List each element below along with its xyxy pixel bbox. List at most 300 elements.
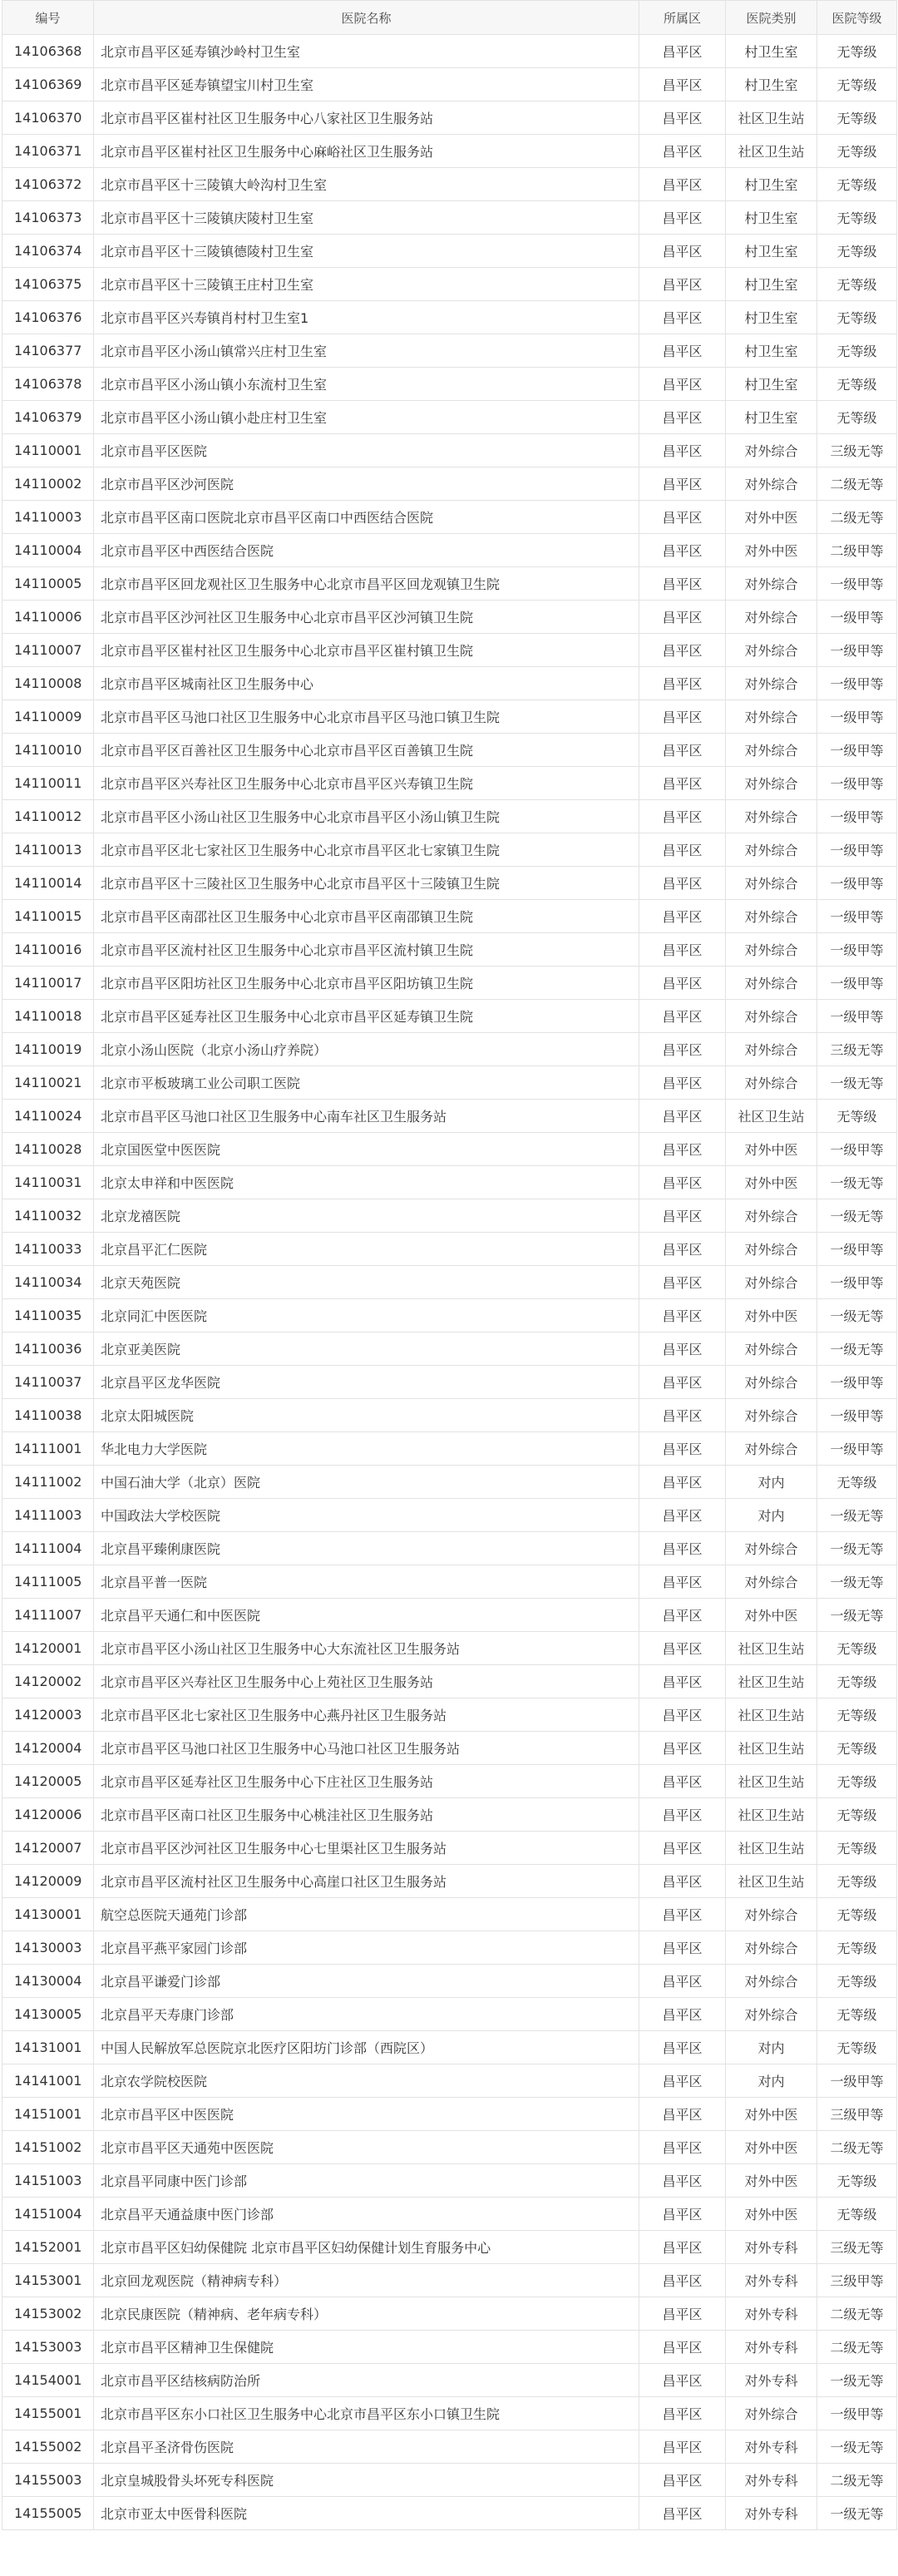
- cell-code: 14110032: [2, 1199, 94, 1233]
- cell-district: 昌平区: [639, 201, 726, 235]
- cell-category: 对外综合: [726, 601, 817, 634]
- table-row: [2, 235, 897, 268]
- cell-grade: 一级甲等: [817, 800, 897, 833]
- table-row: [2, 1565, 897, 1599]
- cell-district: 昌平区: [639, 1931, 726, 1965]
- table-row: [2, 1299, 897, 1332]
- table-row: [2, 2331, 897, 2364]
- cell-grade: 无等级: [817, 1898, 897, 1931]
- table-row: [2, 1931, 897, 1965]
- cell-category: 对外综合: [726, 1266, 817, 1299]
- cell-category: 对外综合: [726, 1366, 817, 1399]
- cell-district: 昌平区: [639, 967, 726, 1000]
- table-row: [2, 334, 897, 368]
- table-row: [2, 1266, 897, 1299]
- hospital-table-container: [2, 0, 896, 2530]
- cell-district: 昌平区: [639, 2064, 726, 2098]
- table-row: [2, 2164, 897, 2198]
- cell-category: 社区卫生站: [726, 1865, 817, 1898]
- cell-district: 昌平区: [639, 634, 726, 667]
- cell-hospital-name: 北京昌平区龙华医院: [94, 1366, 639, 1399]
- cell-district: 昌平区: [639, 235, 726, 268]
- table-row: [2, 2131, 897, 2164]
- cell-code: 14110028: [2, 1133, 94, 1166]
- cell-grade: 无等级: [817, 1100, 897, 1133]
- cell-grade: 一级无等: [817, 2497, 897, 2530]
- cell-code: 14110038: [2, 1399, 94, 1432]
- header-grade: 医院等级: [817, 1, 897, 35]
- cell-code: 14120007: [2, 1832, 94, 1865]
- cell-category: 对外专科: [726, 2497, 817, 2530]
- cell-district: 昌平区: [639, 2497, 726, 2530]
- cell-grade: 三级甲等: [817, 2098, 897, 2131]
- cell-grade: 一级甲等: [817, 967, 897, 1000]
- cell-hospital-name: 北京市昌平区小汤山镇小赴庄村卫生室: [94, 401, 639, 434]
- cell-district: 昌平区: [639, 534, 726, 567]
- cell-code: 14106373: [2, 201, 94, 235]
- cell-district: 昌平区: [639, 1898, 726, 1931]
- cell-category: 对外中医: [726, 1599, 817, 1632]
- cell-hospital-name: 北京昌平谦爱门诊部: [94, 1965, 639, 1998]
- cell-category: 对内: [726, 1499, 817, 1532]
- cell-category: 对外中医: [726, 2198, 817, 2231]
- cell-code: 14110018: [2, 1000, 94, 1033]
- cell-code: 14110003: [2, 501, 94, 534]
- cell-category: 对内: [726, 1466, 817, 1499]
- cell-grade: 无等级: [817, 1632, 897, 1665]
- cell-code: 14111002: [2, 1466, 94, 1499]
- cell-hospital-name: 北京市昌平区沙河医院: [94, 467, 639, 501]
- cell-grade: 无等级: [817, 301, 897, 334]
- cell-code: 14153002: [2, 2297, 94, 2331]
- cell-hospital-name: 北京市昌平区天通苑中医医院: [94, 2131, 639, 2164]
- cell-category: 对外综合: [726, 1233, 817, 1266]
- cell-district: 昌平区: [639, 35, 726, 68]
- table-row: [2, 1000, 897, 1033]
- cell-code: 14106370: [2, 101, 94, 135]
- cell-category: 对外综合: [726, 1931, 817, 1965]
- cell-grade: 二级无等: [817, 2131, 897, 2164]
- cell-category: 村卫生室: [726, 334, 817, 368]
- cell-grade: 三级无等: [817, 1033, 897, 1066]
- cell-district: 昌平区: [639, 2364, 726, 2397]
- cell-category: 对外中医: [726, 2164, 817, 2198]
- cell-hospital-name: 北京市昌平区结核病防治所: [94, 2364, 639, 2397]
- cell-hospital-name: 北京市昌平区沙河社区卫生服务中心七里渠社区卫生服务站: [94, 1832, 639, 1865]
- cell-code: 14106374: [2, 235, 94, 268]
- table-row: [2, 933, 897, 967]
- cell-hospital-name: 北京市昌平区小汤山社区卫生服务中心大东流社区卫生服务站: [94, 1632, 639, 1665]
- cell-category: 对外专科: [726, 2331, 817, 2364]
- table-row: [2, 201, 897, 235]
- cell-grade: 一级甲等: [817, 700, 897, 734]
- cell-hospital-name: 中国政法大学校医院: [94, 1499, 639, 1532]
- hospital-table: [2, 0, 897, 2530]
- cell-grade: 无等级: [817, 1732, 897, 1765]
- cell-grade: 一级无等: [817, 1066, 897, 1100]
- cell-category: 对外专科: [726, 2364, 817, 2397]
- cell-hospital-name: 北京天苑医院: [94, 1266, 639, 1299]
- cell-grade: 无等级: [817, 401, 897, 434]
- cell-grade: 无等级: [817, 1698, 897, 1732]
- cell-category: 社区卫生站: [726, 101, 817, 135]
- table-row: [2, 1466, 897, 1499]
- cell-hospital-name: 北京市昌平区崔村社区卫生服务中心麻峪社区卫生服务站: [94, 135, 639, 168]
- table-row: [2, 700, 897, 734]
- cell-hospital-name: 北京市昌平区小汤山镇常兴庄村卫生室: [94, 334, 639, 368]
- cell-hospital-name: 北京市昌平区沙河社区卫生服务中心北京市昌平区沙河镇卫生院: [94, 601, 639, 634]
- cell-grade: 一级甲等: [817, 1133, 897, 1166]
- cell-district: 昌平区: [639, 2430, 726, 2464]
- cell-code: 14110015: [2, 900, 94, 933]
- table-row: [2, 1399, 897, 1432]
- cell-code: 14154001: [2, 2364, 94, 2397]
- cell-code: 14110019: [2, 1033, 94, 1066]
- header-district: 所属区: [639, 1, 726, 35]
- cell-district: 昌平区: [639, 933, 726, 967]
- cell-hospital-name: 北京市昌平区小汤山镇小东流村卫生室: [94, 368, 639, 401]
- cell-grade: 一级无等: [817, 2430, 897, 2464]
- cell-code: 14110031: [2, 1166, 94, 1199]
- table-row: [2, 634, 897, 667]
- cell-category: 社区卫生站: [726, 1665, 817, 1698]
- cell-grade: 一级无等: [817, 1499, 897, 1532]
- cell-code: 14110002: [2, 467, 94, 501]
- cell-district: 昌平区: [639, 168, 726, 201]
- cell-grade: 一级甲等: [817, 601, 897, 634]
- cell-district: 昌平区: [639, 1632, 726, 1665]
- cell-grade: 无等级: [817, 1931, 897, 1965]
- cell-code: 14120003: [2, 1698, 94, 1732]
- table-row: [2, 268, 897, 301]
- cell-hospital-name: 北京市昌平区北七家社区卫生服务中心北京市昌平区北七家镇卫生院: [94, 833, 639, 867]
- cell-district: 昌平区: [639, 1100, 726, 1133]
- cell-district: 昌平区: [639, 867, 726, 900]
- cell-code: 14106377: [2, 334, 94, 368]
- cell-grade: 无等级: [817, 35, 897, 68]
- cell-category: 对内: [726, 2064, 817, 2098]
- cell-code: 14110017: [2, 967, 94, 1000]
- cell-district: 昌平区: [639, 2198, 726, 2231]
- cell-code: 14111005: [2, 1565, 94, 1599]
- cell-category: 社区卫生站: [726, 1698, 817, 1732]
- cell-category: 社区卫生站: [726, 1100, 817, 1133]
- cell-code: 14110011: [2, 767, 94, 800]
- cell-category: 对外综合: [726, 667, 817, 700]
- cell-category: 对外综合: [726, 1998, 817, 2031]
- cell-code: 14155003: [2, 2464, 94, 2497]
- cell-code: 14110009: [2, 700, 94, 734]
- cell-district: 昌平区: [639, 368, 726, 401]
- table-row: [2, 135, 897, 168]
- cell-grade: 三级甲等: [817, 2264, 897, 2297]
- table-row: [2, 601, 897, 634]
- cell-district: 昌平区: [639, 1599, 726, 1632]
- cell-district: 昌平区: [639, 1865, 726, 1898]
- cell-category: 对外专科: [726, 2297, 817, 2331]
- header-code: 编号: [2, 1, 94, 35]
- cell-district: 昌平区: [639, 1066, 726, 1100]
- cell-district: 昌平区: [639, 1565, 726, 1599]
- table-row: [2, 501, 897, 534]
- cell-category: 对外综合: [726, 1432, 817, 1466]
- cell-code: 14130004: [2, 1965, 94, 1998]
- cell-category: 村卫生室: [726, 268, 817, 301]
- table-row: [2, 1798, 897, 1832]
- cell-code: 14155001: [2, 2397, 94, 2430]
- cell-category: 对外综合: [726, 833, 817, 867]
- cell-hospital-name: 北京小汤山医院（北京小汤山疗养院）: [94, 1033, 639, 1066]
- cell-district: 昌平区: [639, 1698, 726, 1732]
- table-row: [2, 1632, 897, 1665]
- cell-code: 14120009: [2, 1865, 94, 1898]
- cell-district: 昌平区: [639, 2397, 726, 2430]
- cell-district: 昌平区: [639, 1765, 726, 1798]
- table-row: [2, 2198, 897, 2231]
- cell-category: 对外中医: [726, 1299, 817, 1332]
- cell-grade: 一级无等: [817, 1599, 897, 1632]
- cell-district: 昌平区: [639, 1399, 726, 1432]
- cell-hospital-name: 北京市昌平区医院: [94, 434, 639, 467]
- cell-hospital-name: 北京市昌平区兴寿社区卫生服务中心上苑社区卫生服务站: [94, 1665, 639, 1698]
- cell-grade: 一级甲等: [817, 567, 897, 601]
- cell-grade: 无等级: [817, 1965, 897, 1998]
- header-category: 医院类别: [726, 1, 817, 35]
- cell-hospital-name: 北京市昌平区南邵社区卫生服务中心北京市昌平区南邵镇卫生院: [94, 900, 639, 933]
- cell-district: 昌平区: [639, 2131, 726, 2164]
- cell-hospital-name: 北京市昌平区中西医结合医院: [94, 534, 639, 567]
- table-row: [2, 2430, 897, 2464]
- cell-district: 昌平区: [639, 501, 726, 534]
- cell-code: 14110012: [2, 800, 94, 833]
- cell-code: 14130005: [2, 1998, 94, 2031]
- cell-code: 14106379: [2, 401, 94, 434]
- cell-code: 14110024: [2, 1100, 94, 1133]
- cell-grade: 二级无等: [817, 2331, 897, 2364]
- cell-hospital-name: 北京昌平汇仁医院: [94, 1233, 639, 1266]
- cell-district: 昌平区: [639, 1366, 726, 1399]
- cell-hospital-name: 北京市昌平区百善社区卫生服务中心北京市昌平区百善镇卫生院: [94, 734, 639, 767]
- cell-district: 昌平区: [639, 1266, 726, 1299]
- cell-district: 昌平区: [639, 1466, 726, 1499]
- cell-hospital-name: 北京回龙观医院（精神病专科）: [94, 2264, 639, 2297]
- cell-district: 昌平区: [639, 1732, 726, 1765]
- table-row: [2, 68, 897, 101]
- cell-category: 对外综合: [726, 1965, 817, 1998]
- cell-code: 14110008: [2, 667, 94, 700]
- cell-code: 14110004: [2, 534, 94, 567]
- cell-district: 昌平区: [639, 2264, 726, 2297]
- cell-grade: 一级甲等: [817, 900, 897, 933]
- cell-category: 社区卫生站: [726, 1732, 817, 1765]
- cell-hospital-name: 北京市昌平区延寿社区卫生服务中心下庄社区卫生服务站: [94, 1765, 639, 1798]
- cell-category: 对外综合: [726, 800, 817, 833]
- cell-category: 对外综合: [726, 1199, 817, 1233]
- cell-code: 14111003: [2, 1499, 94, 1532]
- table-row: [2, 101, 897, 135]
- cell-category: 社区卫生站: [726, 1765, 817, 1798]
- cell-code: 14155005: [2, 2497, 94, 2530]
- table-row: [2, 1366, 897, 1399]
- cell-category: 对外综合: [726, 933, 817, 967]
- cell-hospital-name: 北京市昌平区十三陵镇德陵村卫生室: [94, 235, 639, 268]
- cell-grade: 无等级: [817, 2198, 897, 2231]
- table-row: [2, 534, 897, 567]
- cell-category: 社区卫生站: [726, 1632, 817, 1665]
- cell-code: 14106368: [2, 35, 94, 68]
- cell-code: 14111004: [2, 1532, 94, 1565]
- table-header: [2, 1, 897, 35]
- cell-grade: 一级甲等: [817, 1399, 897, 1432]
- cell-code: 14155002: [2, 2430, 94, 2464]
- cell-grade: 三级无等: [817, 434, 897, 467]
- cell-code: 14110005: [2, 567, 94, 601]
- cell-code: 14110035: [2, 1299, 94, 1332]
- cell-hospital-name: 北京昌平天通仁和中医医院: [94, 1599, 639, 1632]
- cell-grade: 无等级: [817, 1998, 897, 2031]
- cell-district: 昌平区: [639, 667, 726, 700]
- cell-grade: 一级甲等: [817, 767, 897, 800]
- cell-grade: 一级甲等: [817, 1000, 897, 1033]
- cell-code: 14111007: [2, 1599, 94, 1632]
- table-row: [2, 1166, 897, 1199]
- cell-district: 昌平区: [639, 1133, 726, 1166]
- cell-code: 14151004: [2, 2198, 94, 2231]
- cell-hospital-name: 北京市昌平区南口社区卫生服务中心桃洼社区卫生服务站: [94, 1798, 639, 1832]
- cell-grade: 二级甲等: [817, 534, 897, 567]
- cell-code: 14130003: [2, 1931, 94, 1965]
- cell-category: 对外综合: [726, 2397, 817, 2430]
- cell-hospital-name: 北京市昌平区小汤山社区卫生服务中心北京市昌平区小汤山镇卫生院: [94, 800, 639, 833]
- cell-grade: 无等级: [817, 1865, 897, 1898]
- cell-category: 村卫生室: [726, 301, 817, 334]
- cell-category: 对外中医: [726, 2098, 817, 2131]
- cell-district: 昌平区: [639, 567, 726, 601]
- table-row: [2, 1432, 897, 1466]
- cell-grade: 一级无等: [817, 1565, 897, 1599]
- table-row: [2, 35, 897, 68]
- table-row: [2, 1965, 897, 1998]
- cell-category: 村卫生室: [726, 168, 817, 201]
- cell-hospital-name: 北京昌平同康中医门诊部: [94, 2164, 639, 2198]
- table-row: [2, 401, 897, 434]
- cell-code: 14130001: [2, 1898, 94, 1931]
- cell-district: 昌平区: [639, 2231, 726, 2264]
- cell-hospital-name: 航空总医院天通苑门诊部: [94, 1898, 639, 1931]
- cell-grade: 无等级: [817, 201, 897, 235]
- table-row: [2, 1133, 897, 1166]
- cell-code: 14131001: [2, 2031, 94, 2064]
- cell-grade: 一级甲等: [817, 1233, 897, 1266]
- table-row: [2, 1233, 897, 1266]
- table-body: [2, 35, 897, 2530]
- cell-district: 昌平区: [639, 734, 726, 767]
- cell-hospital-name: 北京市昌平区流村社区卫生服务中心高崖口社区卫生服务站: [94, 1865, 639, 1898]
- cell-category: 对外综合: [726, 1066, 817, 1100]
- cell-code: 14110037: [2, 1366, 94, 1399]
- cell-hospital-name: 北京农学院校医院: [94, 2064, 639, 2098]
- cell-hospital-name: 北京市平板玻璃工业公司职工医院: [94, 1066, 639, 1100]
- cell-district: 昌平区: [639, 900, 726, 933]
- cell-district: 昌平区: [639, 700, 726, 734]
- cell-category: 对外综合: [726, 867, 817, 900]
- cell-code: 14151001: [2, 2098, 94, 2131]
- table-row: [2, 1998, 897, 2031]
- cell-code: 14153001: [2, 2264, 94, 2297]
- cell-grade: 无等级: [817, 368, 897, 401]
- cell-grade: 一级甲等: [817, 1366, 897, 1399]
- cell-district: 昌平区: [639, 601, 726, 634]
- cell-district: 昌平区: [639, 101, 726, 135]
- cell-hospital-name: 北京市昌平区延寿社区卫生服务中心北京市昌平区延寿镇卫生院: [94, 1000, 639, 1033]
- cell-grade: 无等级: [817, 135, 897, 168]
- table-row: [2, 1499, 897, 1532]
- cell-grade: 二级无等: [817, 2297, 897, 2331]
- cell-district: 昌平区: [639, 268, 726, 301]
- cell-code: 14110001: [2, 434, 94, 467]
- cell-hospital-name: 北京市昌平区南口医院北京市昌平区南口中西医结合医院: [94, 501, 639, 534]
- cell-hospital-name: 北京国医堂中医医院: [94, 1133, 639, 1166]
- cell-grade: 一级甲等: [817, 667, 897, 700]
- cell-grade: 一级无等: [817, 1199, 897, 1233]
- cell-district: 昌平区: [639, 1832, 726, 1865]
- cell-code: 14110006: [2, 601, 94, 634]
- cell-grade: 一级甲等: [817, 933, 897, 967]
- cell-grade: 无等级: [817, 268, 897, 301]
- cell-grade: 无等级: [817, 1466, 897, 1499]
- cell-code: 14110007: [2, 634, 94, 667]
- cell-grade: 一级甲等: [817, 867, 897, 900]
- cell-hospital-name: 北京市昌平区马池口社区卫生服务中心南车社区卫生服务站: [94, 1100, 639, 1133]
- cell-grade: 无等级: [817, 68, 897, 101]
- table-row: [2, 1865, 897, 1898]
- cell-district: 昌平区: [639, 1299, 726, 1332]
- cell-category: 对内: [726, 2031, 817, 2064]
- cell-hospital-name: 北京太申祥和中医医院: [94, 1166, 639, 1199]
- table-row: [2, 800, 897, 833]
- table-row: [2, 301, 897, 334]
- cell-grade: 一级无等: [817, 2364, 897, 2397]
- cell-code: 14106372: [2, 168, 94, 201]
- cell-category: 对外综合: [726, 1399, 817, 1432]
- cell-code: 14120004: [2, 1732, 94, 1765]
- table-row: [2, 2231, 897, 2264]
- cell-grade: 二级无等: [817, 2464, 897, 2497]
- cell-code: 14110034: [2, 1266, 94, 1299]
- cell-category: 对外专科: [726, 2464, 817, 2497]
- cell-grade: 二级无等: [817, 467, 897, 501]
- table-row: [2, 2364, 897, 2397]
- table-row: [2, 1332, 897, 1366]
- cell-category: 村卫生室: [726, 201, 817, 235]
- cell-category: 对外综合: [726, 700, 817, 734]
- cell-district: 昌平区: [639, 1199, 726, 1233]
- cell-district: 昌平区: [639, 767, 726, 800]
- cell-hospital-name: 华北电力大学医院: [94, 1432, 639, 1466]
- cell-code: 14151003: [2, 2164, 94, 2198]
- cell-hospital-name: 北京市昌平区十三陵镇庆陵村卫生室: [94, 201, 639, 235]
- cell-category: 对外综合: [726, 900, 817, 933]
- cell-code: 14120005: [2, 1765, 94, 1798]
- cell-grade: 无等级: [817, 2164, 897, 2198]
- cell-code: 14153003: [2, 2331, 94, 2364]
- cell-district: 昌平区: [639, 1033, 726, 1066]
- cell-grade: 一级甲等: [817, 634, 897, 667]
- cell-district: 昌平区: [639, 1332, 726, 1366]
- cell-district: 昌平区: [639, 1798, 726, 1832]
- cell-category: 对外综合: [726, 467, 817, 501]
- cell-hospital-name: 北京市昌平区精神卫生保健院: [94, 2331, 639, 2364]
